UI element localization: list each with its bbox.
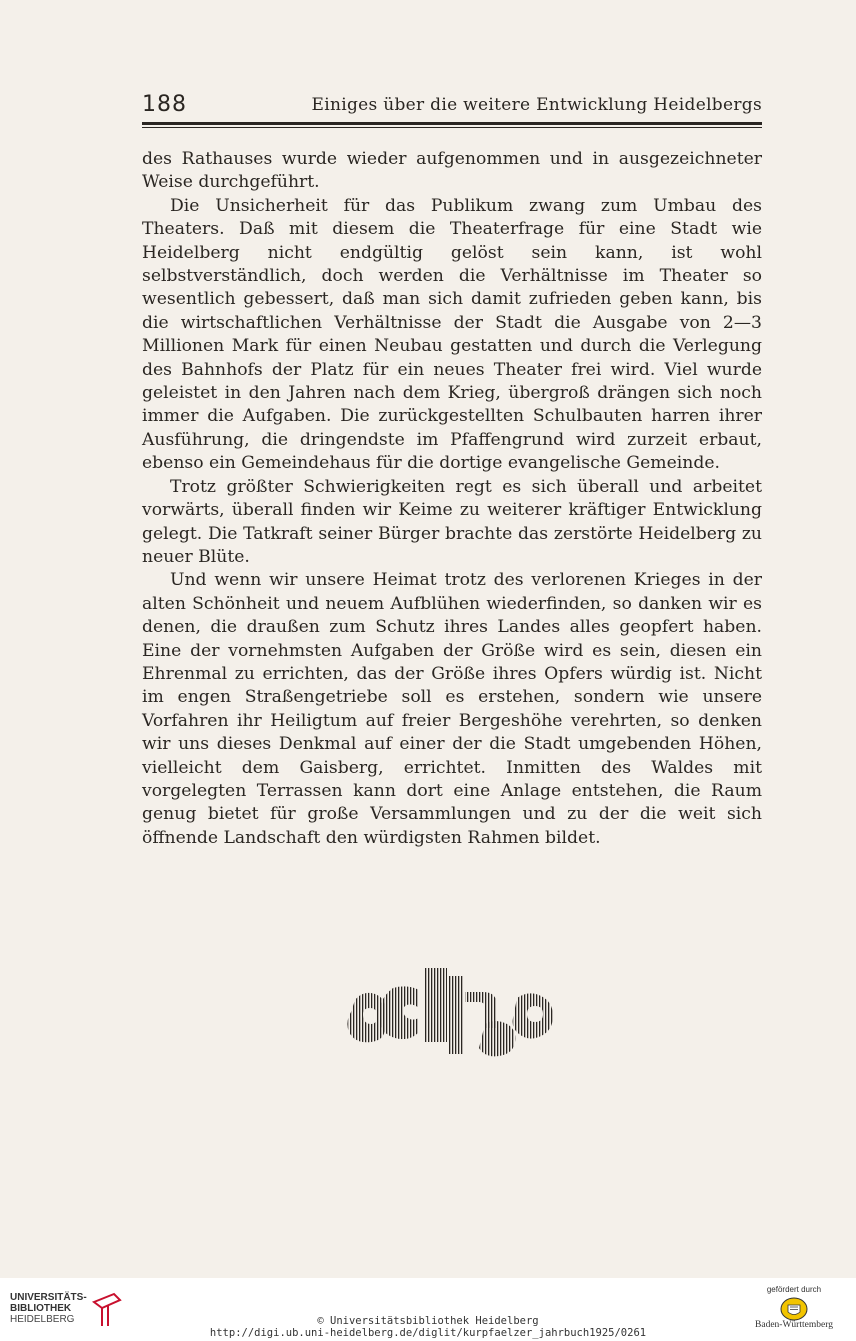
coat-of-arms-icon [780,1297,808,1321]
funder-logo[interactable] [746,1285,842,1339]
page-number: 188 [142,92,187,117]
header-rule-thin [142,127,762,128]
library-name: UNIVERSITÄTS- BIBLIOTHEK HEIDELBERG [10,1292,87,1325]
copyright-block [0,1315,856,1339]
paragraph: Trotz größter Schwierigkeiten regt es sich überall und arbeitet vorwärts, überall finden wir Keime zu weiterer kräftiger Entwicklung gelegt. Die Tatkraft seiner Bürger brachte das zerstörte Heidelberg zu neuer Blüte. [142,476,762,567]
page-header [142,92,762,118]
body-text [142,148,762,850]
permalink[interactable]: http://digi.ub.uni-heidelberg.de/diglit/kurpfaelzer_jahrbuch1925/0261 [209,1327,647,1339]
paragraph: des Rathauses wurde wieder aufgenommen und in ausgezeichneter Weise durchgeführt. [142,149,762,193]
funder-state: Baden-Württemberg [755,1320,833,1330]
copyright-text: © Universitätsbibliothek Heidelberg [317,1315,539,1327]
header-rule-thick [142,122,762,125]
paragraph: Und wenn wir unsere Heimat trotz des verlorenen Krieges in der alten Schönheit und neuem Aufblühen wiederfinden, so danken wir es denen, die draußen zum Schutz ihres Landes alles geopfert haben. Eine der vornehmsten Aufgaben der Größe wird es sein, diesen ein Ehrenmal zu errichten, das der Größe ihres Opfers würdig ist. Nicht im engen Straßengetriebe soll es erstehen, sondern wie unsere Vorfahren ihr Heiligtum auf freier Bergeshöhe verehrten, so denken wir uns dieses Denkmal auf einer der die Stadt umgebenden Höhen, vielleicht dem Gaisberg, errichtet. Inmitten des Waldes mit vorgelegten Terrassen kann dort eine Anlage entstehen, die Raum genug bietet für große Versammlungen und zu der die weit sich öffnende Landschaft den würdigsten Rahmen bildet. [142,570,762,848]
funded-by-label: gefördert durch [766,1285,822,1294]
paragraph: Die Unsicherheit für das Publikum zwang zum Umbau des Theaters. Daß mit diesem die Theaterfrage für eine Stadt wie Heidelberg nicht endgültig gelöst sein kann, ist wohl selbstverständlich, doch werden die Verhältnisse im Theater so wesentlich gebessert, daß man sich damit zufrieden geben kann, bis die wirtschaftlichen Verhältnisse der Stadt die Ausgabe von 2—3 Millionen Mark für einen Neubau gestatten und durch die Verlegung des Bahnhofs der Platz für ein neues Theater frei wird. Viel wurde geleistet in den Jahren nach dem Krieg, übergroß drängen sich noch immer die Aufgaben. Die zurückgestellten Schulbauten harren ihrer Ausführung, die dringendste im Pfaffengrund wird zurzeit erbaut, ebenso ein Gemeindehaus für die dortige evangelische Gemeinde. [142,195,762,474]
vignette-ornament-icon [335,958,567,1064]
running-head: Einiges über die weitere Entwicklung Heidelbergs [311,95,762,115]
